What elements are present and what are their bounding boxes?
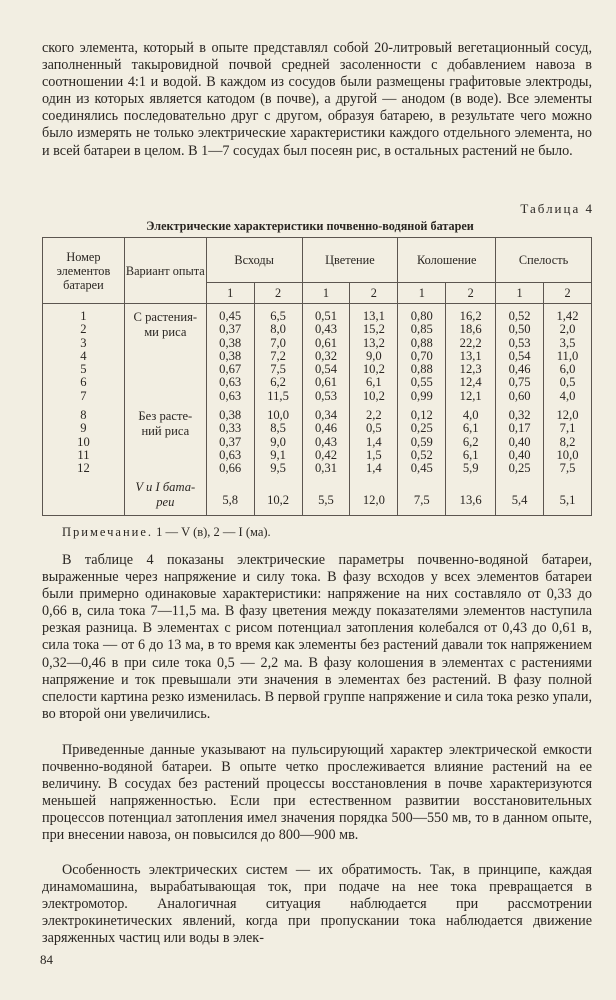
cell-variant: Без расте- ний риса — [138, 409, 193, 439]
paragraph-1: В таблице 4 показаны электрические параметры почвенно-водяной батареи, выраженные через напряжение и силу тока. В фазу всходов у всех элементов батареи были примерно одинаковые характеристики: напряжение на них составляло от 0,33 до 0,66 в, сила тока 7—11,5 ма. В фазу цветения между показателями элементов наступила резкая разница. В элементах с рисом потенциал затопления колебался от 0,43 до 0,61 в, сила тока — от 6 до 13 ма, в то время как элементы без растений давали ток напряжением 0,32—0,46 в при силе тока 0,5 — 2,2 ма. В фазу колошения в элементах с растениями напряжение и ток превышали эти значения в элементах без растений. В фазу полной спелости картина резко изменилась. В первой группе напряжение и сила тока резко упали, во второй они увеличились. — [42, 552, 592, 722]
table-title: Электрические характеристики почвенно-водяной батареи — [146, 219, 474, 233]
table-row-totals — [43, 476, 592, 516]
cell-values: 13,6 — [459, 492, 482, 507]
cell-values: 10,0 8,5 9,0 9,1 9,5 — [267, 408, 290, 476]
cell-values: 13,1 15,2 13,2 9,0 10,2 6,1 10,2 — [362, 309, 385, 403]
subheader-2: 2 — [254, 283, 302, 304]
cell-values: 6,5 8,0 7,0 7,2 7,5 6,2 11,5 — [267, 309, 289, 403]
header-number: Номер элементов батареи — [43, 238, 125, 304]
cell-values: 0,51 0,43 0,61 0,32 0,54 0,61 0,53 — [314, 309, 337, 403]
subheader-1: 1 — [302, 283, 350, 304]
subheader-1: 1 — [398, 283, 446, 304]
header-phase-flowering: Цветение — [302, 238, 398, 283]
table-row-group-rice — [43, 304, 592, 404]
cell-values: 2,2 0,5 1,4 1,5 1,4 — [365, 408, 382, 476]
cell-values: 12,0 — [362, 492, 385, 507]
paragraph-3: Особенность электрических систем — их обратимость. Так, в принципе, каждая динамомашина, вырабатывающая ток, при подаче на нее тока превращается в электромотор. Аналогичная ситуация наблюдается при рассмотрении электрокинетических явлений, когда при пропускании тока наблюдается движение заряженных частиц или воды в элек- — [42, 862, 592, 947]
cell-values: 0,45 0,37 0,38 0,38 0,67 0,63 0,63 — [219, 309, 242, 403]
cell-values: 0,34 0,46 0,43 0,42 0,31 — [314, 408, 337, 476]
cell-values: 5,5 — [318, 492, 334, 507]
header-phase-ripeness: Спелость — [496, 238, 592, 283]
cell-values: 5,4 — [511, 492, 528, 507]
table-note — [62, 525, 271, 540]
header-variant: Вариант опыта — [124, 238, 206, 304]
subheader-2: 2 — [544, 283, 592, 304]
data-table — [42, 237, 592, 516]
cell-numbers: 8 9 10 11 12 — [77, 408, 90, 476]
subheader-2: 2 — [446, 283, 496, 304]
cell-values: 12,0 7,1 8,2 10,0 7,5 — [556, 408, 579, 476]
cell-values: 10,2 — [267, 492, 290, 507]
subheader-1: 1 — [496, 283, 544, 304]
paragraph-2: Приведенные данные указывают на пульсирующий характер электрической емкости почвенно-водяной батареи. В опыте четко прослеживается влияние растений на ее величину. В сосудах без растений процессы восстановления в почве характеризуются меньшей напряженностью. Если при естественном развитии восстановительных процессов потенциал затопления имел значения порядка 500—550 мв, то в данном опыте, при внесении навоза, он повысился до 800—900 мв. — [42, 742, 592, 844]
cell-values: 7,5 — [413, 492, 430, 507]
table-label: Таблица 4 — [520, 201, 594, 216]
cell-values: 0,32 0,17 0,40 0,40 0,25 — [508, 408, 531, 476]
note-label: Примечание. — [62, 525, 154, 539]
subheader-2: 2 — [350, 283, 398, 304]
cell-values: 0,38 0,33 0,37 0,63 0,66 — [219, 408, 242, 476]
header-phase-shoots: Всходы — [206, 238, 302, 283]
cell-values: 0,12 0,25 0,59 0,52 0,45 — [410, 408, 433, 476]
cell-values: 0,52 0,50 0,53 0,54 0,46 0,75 0,60 — [508, 309, 531, 403]
cell-values: 1,42 2,0 3,5 11,0 6,0 0,5 4,0 — [556, 309, 579, 403]
cell-variant: V и I бата- реи — [135, 479, 196, 509]
cell-values: 16,2 18,6 22,2 13,1 12,3 12,4 12,1 — [459, 309, 482, 403]
page-number: 84 — [40, 952, 53, 967]
header-phase-earing: Колошение — [398, 238, 496, 283]
cell-values: 5,8 — [222, 492, 239, 507]
note-text: 1 — V (в), 2 — I (ма). — [156, 525, 271, 539]
table-row-group-no-plants — [43, 403, 592, 475]
subheader-1: 1 — [206, 283, 254, 304]
cell-values: 4,0 6,1 6,2 6,1 5,9 — [462, 408, 479, 476]
cell-numbers: 1 2 3 4 5 6 7 — [80, 309, 87, 403]
cell-values: 0,80 0,85 0,88 0,70 0,88 0,55 0,99 — [410, 309, 433, 403]
cell-values: 5,1 — [559, 492, 576, 507]
cell-variant: С растения- ми риса — [133, 310, 198, 339]
paragraph-top: ского элемента, который в опыте представлял собой 20-литровый вегетационный сосуд, заполненный такыровидной почвой средней засоленности с добавлением навоза в соотношении 4:1 и водой. В каждом из сосудов были размещены графитовые электроды, один из которых является катодом (в почве), а другой — анодом (в воде). Все элементы соединялись последовательно друг с другом, образуя батарею, в результате чего можно было измерять не только электрические характеристики каждого отдельного элемента, но и всей батареи в целом. В 1—7 сосудах был посеян рис, в остальных растений не было. — [42, 40, 592, 159]
